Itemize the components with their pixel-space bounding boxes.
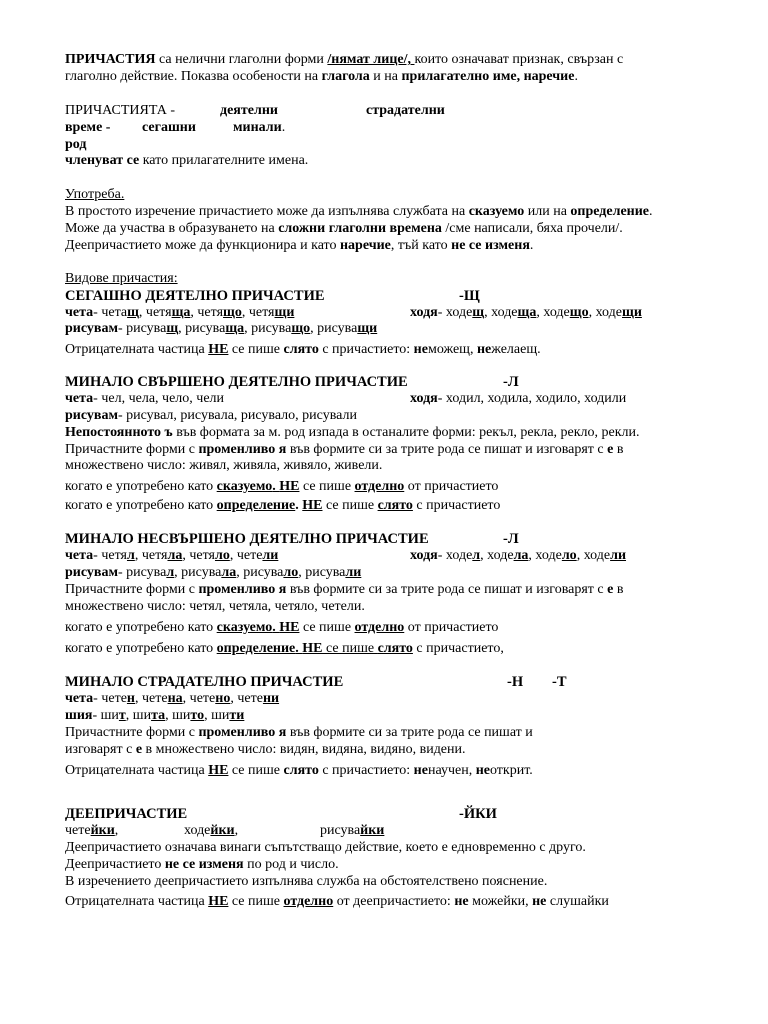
s2-unstable-er-rule: Непостоянното ъ във формата за м. род изпада в останалите форми: рекъл, рекла, рекло, рекли. bbox=[65, 425, 640, 440]
summary-time-label: време - bbox=[65, 120, 111, 135]
s2-risuvam-forms: рисувам- рисувал, рисувала, рисувало, рисували bbox=[65, 408, 357, 423]
summary-passive: страдателни bbox=[366, 103, 445, 118]
section-present-active-suffix: -Щ bbox=[459, 288, 480, 304]
usage-heading: Употреба. bbox=[65, 187, 125, 202]
section-past-passive-suffix-t: -Т bbox=[552, 674, 567, 690]
s3-variable-ya-rule-2: множествено число: четял, четяла, четяло, четели. bbox=[65, 599, 365, 614]
s2-variable-ya-rule-2: множествено число: живял, живяла, живяло, живели. bbox=[65, 458, 383, 473]
section-past-perfect-active-title: МИНАЛО СВЪРШЕНО ДЕЯТЕЛНО ПРИЧАСТИЕ bbox=[65, 374, 408, 390]
s3-hodya-forms: ходя- ходел, ходела, ходело, ходели bbox=[410, 548, 627, 563]
s5-example-1: четейки, bbox=[65, 823, 119, 838]
summary-gender: род bbox=[65, 137, 87, 152]
usage-line-2: Може да участва в образуването на сложни глаголни времена /сме написали, бяха прочели/. bbox=[65, 221, 623, 236]
s5-example-3: рисувайки bbox=[320, 823, 385, 838]
s2-hodya-forms: ходя- ходил, ходила, ходило, ходили bbox=[410, 391, 627, 406]
summary-past: минали. bbox=[233, 120, 286, 135]
s5-example-2: ходейки, bbox=[184, 823, 239, 838]
usage-line-3: Деепричастието може да функционира и като наречие, тъй като не се изменя. bbox=[65, 238, 534, 253]
s5-line-1: Деепричастието означава винаги съпътстващо действие, което е едновременно с друго. bbox=[65, 840, 586, 855]
s3-variable-ya-rule-1: Причастните форми с променливо я във формите си за трите рода се пишат и изговарят с е в bbox=[65, 582, 624, 597]
s2-attribute-rule: когато е употребено като определение. НЕ се пише слято с причастието bbox=[65, 498, 501, 513]
s5-line-2: Деепричастието не се изменя по род и число. bbox=[65, 857, 339, 872]
s3-predicate-rule: когато е употребено като сказуемо. НЕ се пише отделно от причастието bbox=[65, 620, 499, 635]
section-past-perfect-active-suffix: -Л bbox=[503, 374, 519, 390]
s3-attribute-rule: когато е употребено като определение. НЕ се пише слято с причастието, bbox=[65, 641, 504, 656]
s1-cheta-forms: чета- четащ, четяща, четящо, четящи bbox=[65, 305, 295, 320]
s4-negation-rule: Отрицателната частица НЕ се пише слято с причастието: ненаучен, неоткрит. bbox=[65, 763, 533, 778]
s2-predicate-rule: когато е употребено като сказуемо. НЕ се пише отделно от причастието bbox=[65, 479, 499, 494]
s3-risuvam-forms: рисувам- рисувал, рисувала, рисувало, рисували bbox=[65, 565, 362, 580]
section-past-passive-title: МИНАЛО СТРАДАТЕЛНО ПРИЧАСТИЕ bbox=[65, 674, 344, 690]
intro-line-1: ПРИЧАСТИЯ са нелични глаголни форми /нямат лице/, които означават признак, свързан с bbox=[65, 52, 624, 67]
summary-articles: членуват се като прилагателните имена. bbox=[65, 153, 309, 168]
s4-cheta-forms: чета- четен, четена, четено, четени bbox=[65, 691, 280, 706]
section-gerund-suffix: -ЙКИ bbox=[459, 806, 497, 822]
section-gerund-title: ДЕЕПРИЧАСТИЕ bbox=[65, 806, 188, 822]
s4-shiya-forms: шия- шит, шита, шито, шити bbox=[65, 708, 245, 723]
s4-variable-ya-rule-1: Причастните форми с променливо я във формите си за трите рода се пишат и bbox=[65, 725, 533, 740]
usage-line-1: В простото изречение причастието може да изпълнява службата на сказуемо или на определение. bbox=[65, 204, 653, 219]
s5-line-3: В изречението деепричастието изпълнява служба на обстоятелствено пояснение. bbox=[65, 874, 548, 889]
section-past-imperfect-active-suffix: -Л bbox=[503, 531, 519, 547]
s2-cheta-forms: чета- чел, чела, чело, чели bbox=[65, 391, 225, 406]
s4-variable-ya-rule-2: изговарят с е в множествено число: видян, видяна, видяно, видени. bbox=[65, 742, 466, 757]
s1-negation-rule: Отрицателната частица НЕ се пише слято с причастието: неможещ, нежелаещ. bbox=[65, 342, 541, 357]
summary-active: деятелни bbox=[220, 103, 278, 118]
intro-line-2: глаголно действие. Показва особености на глагола и на прилагателно име, наречие. bbox=[65, 69, 578, 84]
summary-present: сегашни bbox=[142, 120, 196, 135]
section-present-active-title: СЕГАШНО ДЕЯТЕЛНО ПРИЧАСТИЕ bbox=[65, 288, 325, 304]
s5-negation-rule: Отрицателната частица НЕ се пише отделно от деепричастието: не можейки, не слушайки bbox=[65, 894, 609, 909]
s3-cheta-forms: чета- четял, четяла, четяло, четели bbox=[65, 548, 279, 563]
s2-variable-ya-rule-1: Причастните форми с променливо я във формите си за трите рода се пишат и изговарят с е в bbox=[65, 442, 624, 457]
s1-hodya-forms: ходя- ходещ, ходеща, ходещо, ходещи bbox=[410, 305, 642, 320]
summary-participles-row: ПРИЧАСТИЯТА - bbox=[65, 103, 175, 118]
section-past-imperfect-active-title: МИНАЛО НЕСВЪРШЕНО ДЕЯТЕЛНО ПРИЧАСТИЕ bbox=[65, 531, 429, 547]
s1-risuvam-forms: рисувам- рисуващ, рисуваща, рисуващо, рисуващи bbox=[65, 321, 378, 336]
types-heading: Видове причастия: bbox=[65, 271, 178, 286]
section-past-passive-suffix-n: -Н bbox=[507, 674, 524, 690]
